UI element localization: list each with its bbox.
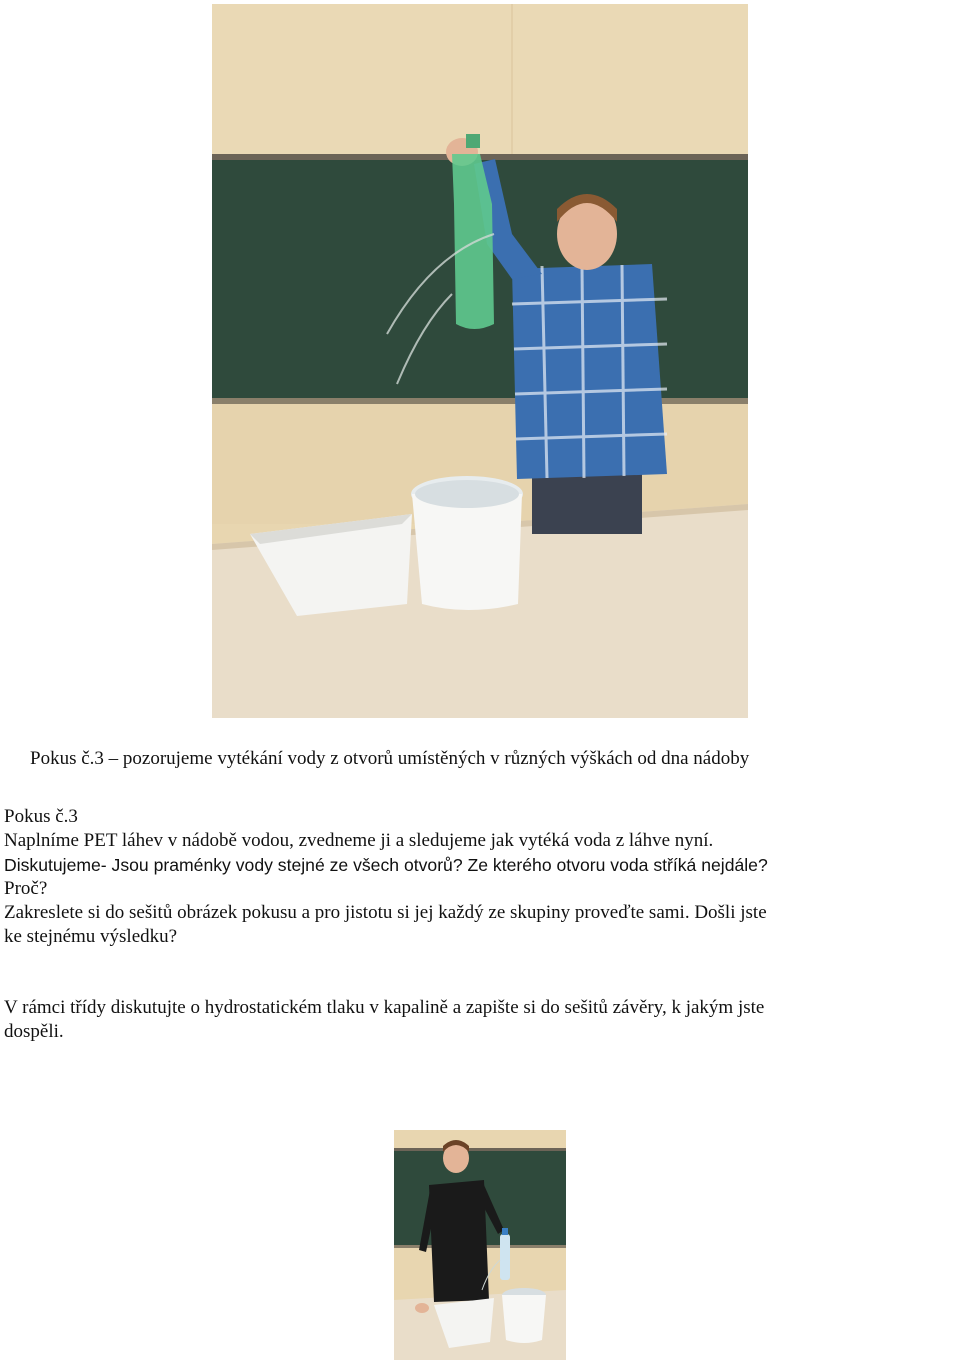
instruction-line-2: Zakreslete si do sešitů obrázek pokusu a pro jistotu si jej každý ze skupiny proveďte sami. Došli jste: [4, 902, 767, 923]
experiment-description: [4, 805, 958, 949]
conclusion-line-1: V rámci třídy diskutujte o hydrostatickém tlaku v kapalině a zapište si do sešitů závěry, k jakým jste: [4, 997, 765, 1018]
instruction-line-1: Naplníme PET láhev v nádobě vodou, zvedneme ji a sledujeme jak vytéká voda z láhve nyní.: [4, 830, 714, 851]
conclusion-line-2: dospěli.: [4, 1021, 64, 1042]
experiment-photo-bottom: [394, 1130, 566, 1360]
section-heading: Pokus č.3: [4, 806, 78, 827]
discussion-line-2: Proč?: [4, 878, 48, 899]
conclusion-text: [4, 996, 958, 1044]
instruction-line-3: ke stejnému výsledku?: [4, 926, 178, 947]
experiment-photo-top: [212, 4, 748, 718]
photo-caption: Pokus č.3 – pozorujeme vytékání vody z otvorů umístěných v různých výškách od dna nádoby: [30, 748, 750, 769]
discussion-line-1: Diskutujeme- Jsou praménky vody stejné ze všech otvorů? Ze kterého otvoru voda stříká nejdále?: [4, 855, 768, 875]
